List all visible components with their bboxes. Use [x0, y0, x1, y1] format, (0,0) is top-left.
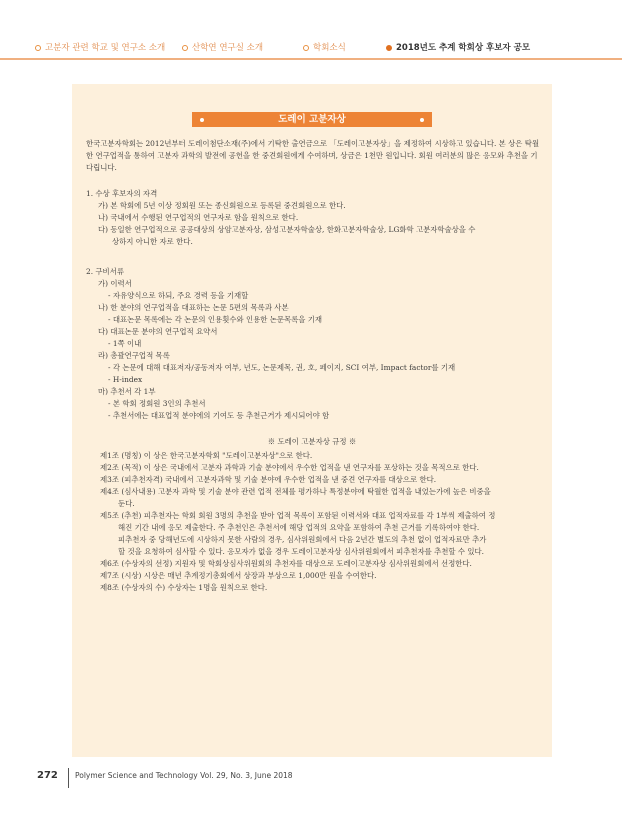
nav-item-labs[interactable] [182, 41, 263, 55]
list-item-continuation: 상하지 아니한 자로 한다. [112, 237, 193, 246]
rule-article: 제4조 (심사내용) 고분자 과학 및 기술 분야 관련 업적 전체를 평가하나 특정분야에 탁월한 업적을 내었는가에 높은 비중을 [100, 487, 491, 496]
rule-continuation: 둔다. [118, 499, 135, 508]
rule-continuation: 해진 기간 내에 응모 제출한다. 주 추천인은 추천서에 해당 업적의 요약을 포함하여 추천 근거를 기록하여야 한다. [118, 523, 480, 532]
rule-continuation: 피추천자 중 당해년도에 시상하지 못한 사람의 경우, 심사위원회에서 다음 2년간 별도의 추천 없이 업적자료만 추가 [118, 535, 487, 544]
rule-article: 제2조 (목적) 이 상은 국내에서 고분자 과학과 기술 분야에서 우수한 업적을 낸 연구자를 포상하는 것을 목적으로 한다. [100, 463, 479, 472]
nav-item-label: 학회소식 [313, 43, 346, 53]
top-navigation [0, 0, 622, 60]
section-heading: 2. 구비서류 [86, 267, 124, 276]
filled-circle-bullet-icon [386, 45, 392, 51]
nav-item-award-call[interactable] [386, 41, 530, 55]
list-subitem: - 각 논문에 대해 대표저자/공동저자 여부, 년도, 논문제목, 권, 호, 페이지, SCI 여부, Impact factor를 기재 [108, 363, 456, 372]
content-panel [72, 84, 552, 757]
list-subitem: - 추천서에는 대표업적 분야에의 기여도 등 추천근거가 제시되어야 함 [108, 411, 330, 420]
page-number: 272 [37, 770, 58, 781]
dot-icon [200, 118, 204, 122]
nav-item-label: 고분자 관련 학교 및 연구소 소개 [45, 43, 166, 53]
rule-article: 제7조 (시상) 시상은 매년 추계정기총회에서 상장과 부상으로 1,000만 원을 수여한다. [100, 571, 377, 580]
footer-divider [68, 768, 69, 788]
rule-article: 제5조 (추천) 피추천자는 학회 회원 3명의 추천을 받아 업적 목록이 포함된 이력서와 대표 업적자료를 각 1부씩 제출하여 정 [100, 511, 496, 520]
list-item: 다) 대표논문 분야의 연구업적 요약서 [98, 327, 218, 336]
circle-bullet-icon [182, 45, 188, 51]
nav-item-label: 산학연 연구실 소개 [192, 43, 264, 53]
rules-heading: ※ 도레이 고분자상 규정 ※ [267, 437, 357, 446]
list-item: 마) 추천서 각 1부 [98, 387, 156, 396]
documents-section [86, 266, 540, 422]
nav-divider [0, 58, 622, 60]
nav-item-label: 2018년도 추계 학회상 후보자 공모 [396, 43, 531, 53]
list-subitem: - 1쪽 이내 [108, 339, 142, 348]
rule-article: 제3조 (피추천자격) 국내에서 고분자과학 및 기술 분야에 우수한 업적을 낸 중견 연구자를 대상으로 한다. [100, 475, 437, 484]
list-item: 나) 한 분야의 연구업적을 대표하는 논문 5편의 목록과 사본 [98, 303, 289, 312]
section-title-bar [192, 112, 432, 127]
dot-icon [420, 118, 424, 122]
rule-continuation: 할 것을 요청하여 심사할 수 있다. 응모자가 없을 경우 도레이고분자상 심사위원회에서 피추천자를 추천할 수 있다. [118, 547, 485, 556]
rules-section [72, 450, 542, 594]
list-item: 라) 총괄연구업적 목록 [98, 351, 170, 360]
journal-citation: Polymer Science and Technology Vol. 29, No. 3, June 2018 [75, 771, 293, 780]
circle-bullet-icon [303, 45, 309, 51]
list-subitem: - 본 학회 정회원 3인의 추천서 [108, 399, 206, 408]
list-subitem: - 자유양식으로 하되, 주요 경력 등을 기재할 [108, 291, 249, 300]
intro-paragraph: 한국고분자학회는 2012년부터 도레이첨단소재(주)에서 기탁한 출연금으로 「도레이고분자상」을 제정하여 시상하고 있습니다. 본 상은 탁월한 연구업적을 통하여 고분자 과학의 발전에 공헌을 한 중견회원에게 수여하며, 상금은 1천만 원입니다. 회원 여러분의 많은 응모와 추천을 기다립니다. [86, 139, 540, 172]
eligibility-section [86, 188, 540, 248]
list-subitem: - 대표논문 목록에는 각 논문의 인용횟수와 인용한 논문목록을 기재 [108, 315, 323, 324]
page-title: 도레이 고분자상 [278, 114, 346, 125]
circle-bullet-icon [35, 45, 41, 51]
list-item: 나) 국내에서 수행된 연구업적의 연구자로 함을 원칙으로 한다. [98, 213, 299, 222]
rule-article: 제6조 (수상자의 선정) 지원자 및 학회상심사위원회의 추천자를 대상으로 도레이고분자상 심사위원회에서 선정한다. [100, 559, 472, 568]
list-subitem: - H-index [108, 375, 143, 384]
list-item: 가) 본 학회에 5년 이상 정회원 또는 종신회원으로 등록된 중견회원으로 한다. [98, 201, 346, 210]
list-item: 다) 동일한 연구업적으로 공공대상의 상암고분자상, 삼성고분자학술상, 한화고분자학술상, LG화학 고분자학술상을 수 [98, 225, 476, 234]
nav-item-news[interactable] [303, 41, 346, 55]
rule-article: 제1조 (명칭) 이 상은 한국고분자학회 "도레이고분자상"으로 한다. [100, 451, 313, 460]
list-item: 가) 이력서 [98, 279, 132, 288]
section-heading: 1. 수상 후보자의 자격 [86, 189, 158, 198]
rule-article: 제8조 (수상자의 수) 수상자는 1명을 원칙으로 한다. [100, 583, 268, 592]
nav-item-schools[interactable] [35, 41, 165, 55]
